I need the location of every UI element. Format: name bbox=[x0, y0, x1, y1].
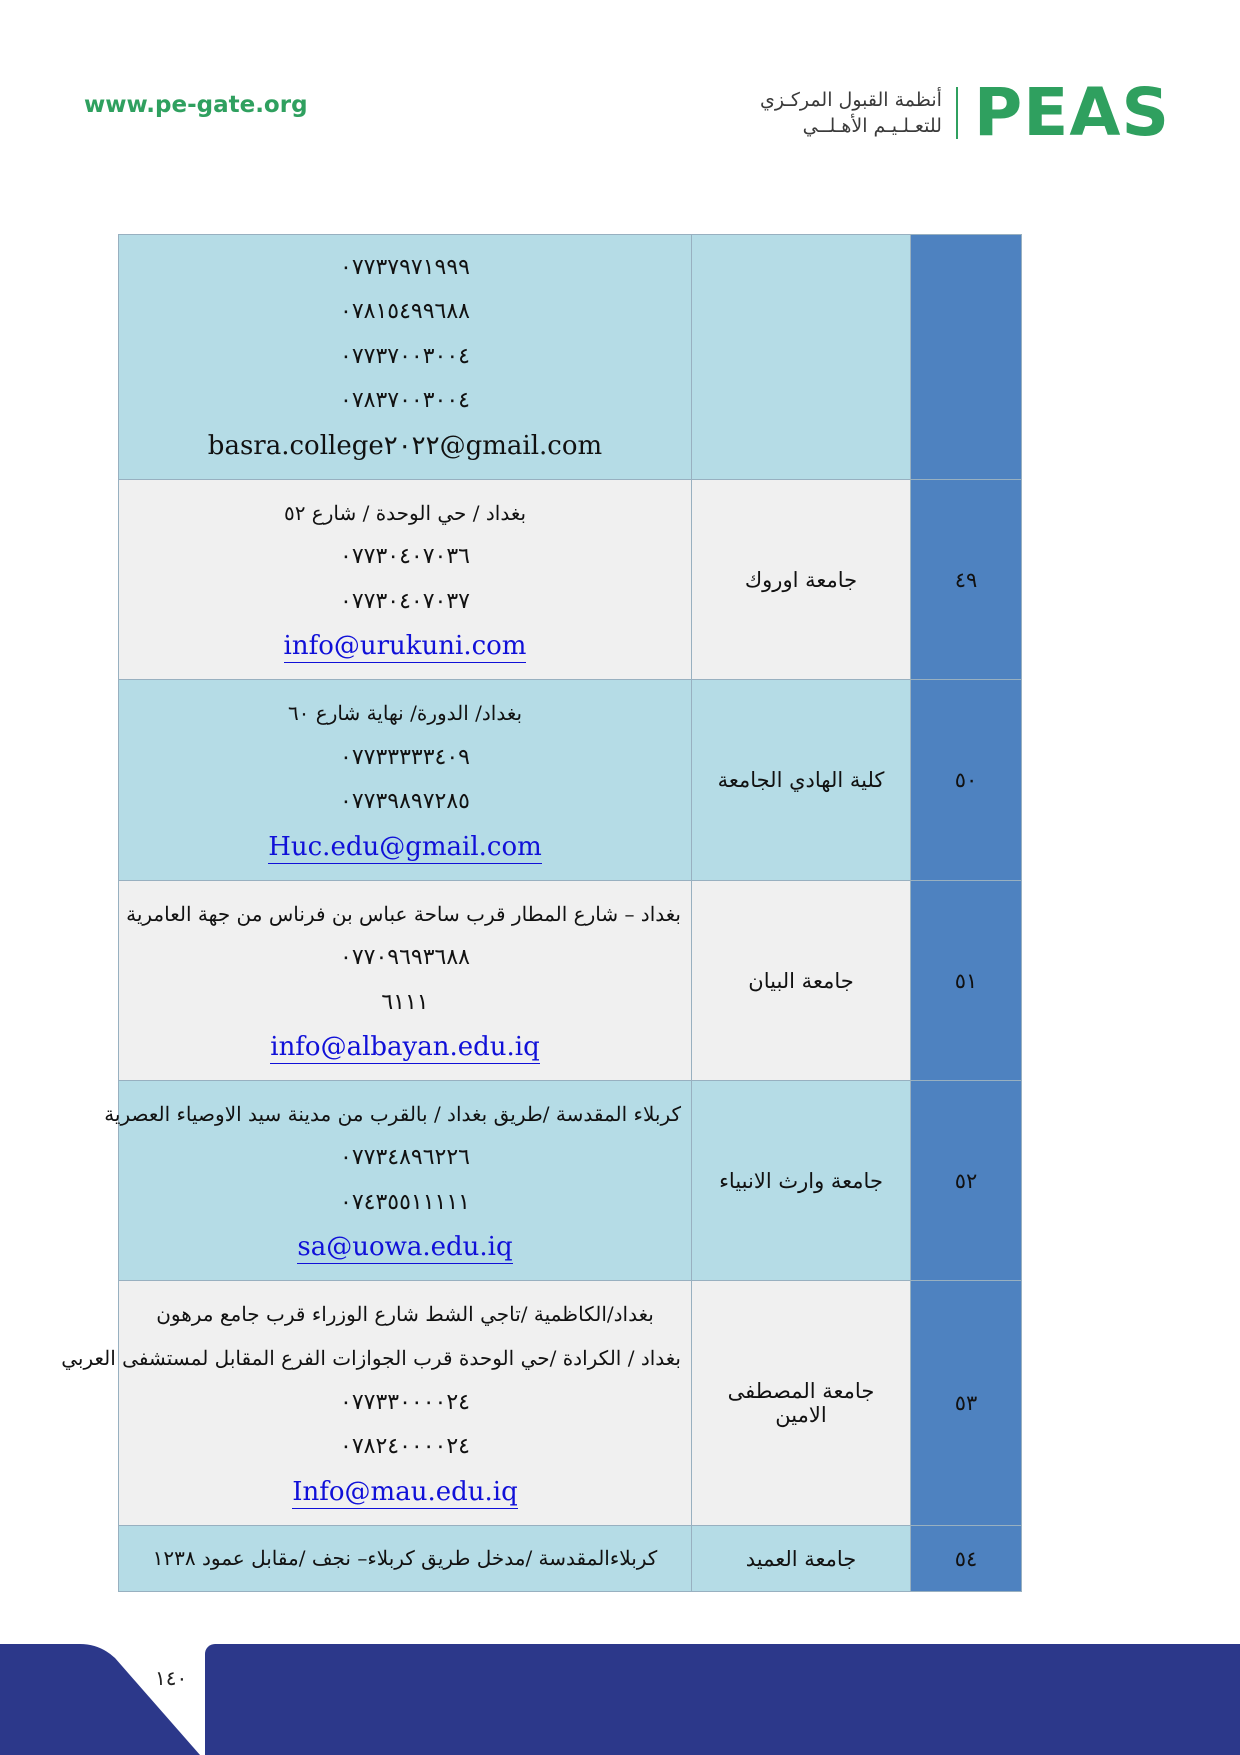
table-row bbox=[119, 881, 1022, 1081]
phone-number: ٠٧٨١٥٤٩٩٦٨٨ bbox=[340, 299, 470, 325]
email-line bbox=[129, 624, 681, 669]
brand-divider bbox=[956, 87, 958, 139]
email-address[interactable]: info@albayan.edu.iq bbox=[270, 1032, 540, 1062]
contact-info bbox=[61, 1281, 692, 1526]
phone-number: ٠٧٧٣٧٩٧١٩٩٩ bbox=[340, 254, 470, 280]
brand-line-2: للتعـلـيـم الأهـلــي bbox=[802, 115, 942, 137]
contact-info bbox=[119, 480, 692, 680]
email-address[interactable]: info@urukuni.com bbox=[283, 631, 527, 661]
address: بغداد/الكاظمية /تاجي الشط شارع الوزراء قرب جامع مرهون bbox=[156, 1301, 654, 1326]
email-address[interactable]: Info@mau.edu.iq bbox=[292, 1476, 518, 1507]
peas-logo: PEAS bbox=[973, 74, 1170, 151]
phone-number: ٠٧٧٣٩٨٩٧٢٨٥ bbox=[340, 789, 470, 814]
row-number: ٥٣ bbox=[911, 1281, 1022, 1526]
row-number: ٥٤ bbox=[911, 1526, 1022, 1592]
university-name: جامعة المصطفى الامين bbox=[692, 1281, 911, 1526]
site-url[interactable]: www.pe-gate.org bbox=[84, 92, 308, 118]
row-number: ٥٢ bbox=[911, 1081, 1022, 1281]
university-name bbox=[692, 235, 911, 480]
row-number: ٤٩ bbox=[911, 480, 1022, 680]
address: كربلاءالمقدسة /مدخل طريق كربلاء– نجف /مقابل عمود ١٢٣٨ bbox=[152, 1546, 658, 1571]
table-row bbox=[119, 480, 1022, 680]
table-row bbox=[119, 1526, 1022, 1592]
email-address[interactable]: sa@uowa.edu.iq bbox=[297, 1232, 513, 1262]
phone-number: ٠٧٨٣٧٠٠٣٠٠٤ bbox=[340, 388, 470, 414]
contact-info bbox=[119, 1526, 692, 1592]
universities-table bbox=[61, 234, 1022, 1592]
email-line bbox=[129, 825, 681, 870]
email-line bbox=[129, 1470, 681, 1515]
university-name: جامعة اوروك bbox=[692, 480, 911, 680]
email-line bbox=[129, 424, 681, 469]
page-number: ١٤٠ bbox=[155, 1666, 188, 1690]
address: بغداد – شارع المطار قرب ساحة عباس بن فرناس من جهة العامرية bbox=[126, 901, 681, 926]
address: بغداد / الكرادة /حي الوحدة قرب الجوازات الفرع المقابل لمستشفى العربي bbox=[61, 1346, 681, 1371]
email-line bbox=[129, 1225, 681, 1270]
phone-number: ٠٧٧٣٧٠٠٣٠٠٤ bbox=[340, 343, 470, 369]
contact-info bbox=[119, 881, 692, 1081]
table-row bbox=[119, 1281, 1022, 1526]
table-row bbox=[119, 235, 1022, 480]
footer-bar bbox=[205, 1644, 1240, 1755]
phone-number: ٠٧٧٣٠٤٠٧٠٣٦ bbox=[340, 544, 470, 569]
row-number: ٥١ bbox=[911, 881, 1022, 1081]
brand-header bbox=[759, 74, 1170, 151]
table-row bbox=[119, 680, 1022, 881]
university-name: جامعة البيان bbox=[692, 881, 911, 1081]
address: بغداد/ الدورة/ نهاية شارع ٦٠ bbox=[287, 701, 523, 725]
email-address: basra.college٢٠٢٢@gmail.com bbox=[207, 430, 603, 461]
email-address[interactable]: Huc.edu@gmail.com bbox=[268, 831, 542, 862]
email-line bbox=[129, 1025, 681, 1070]
brand-line-1: أنظمة القبول المركـزي bbox=[759, 89, 942, 111]
contact-info bbox=[119, 235, 692, 480]
phone-number: ٠٧٧٣٣٠٠٠٠٢٤ bbox=[340, 1389, 470, 1415]
phone-number: ٠٧٧٣٣٣٣٣٤٠٩ bbox=[340, 744, 470, 770]
footer-corner-tab bbox=[0, 1644, 200, 1755]
address: كربلاء المقدسة /طريق بغداد / بالقرب من مدينة سيد الاوصياء العصرية bbox=[104, 1101, 681, 1126]
contact-info bbox=[104, 1081, 692, 1281]
row-number bbox=[911, 235, 1022, 480]
university-name: كلية الهادي الجامعة bbox=[692, 680, 911, 881]
university-name: جامعة العميد bbox=[692, 1526, 911, 1592]
contact-info bbox=[119, 680, 692, 881]
table-row bbox=[119, 1081, 1022, 1281]
brand-text bbox=[760, 87, 942, 139]
university-name: جامعة وارث الانبياء bbox=[692, 1081, 911, 1281]
address: بغداد / حي الوحدة / شارع ٥٢ bbox=[283, 500, 527, 525]
row-number: ٥٠ bbox=[911, 680, 1022, 881]
phone-number: ٦١١١ bbox=[381, 989, 429, 1015]
phone-number: ٠٧٧٣٤٨٩٦٢٢٦ bbox=[340, 1145, 470, 1170]
phone-number: ٠٧٧٠٩٦٩٣٦٨٨ bbox=[340, 945, 470, 970]
phone-number: ٠٧٤٣٥٥١١١١١ bbox=[340, 1189, 470, 1215]
phone-number: ٠٧٨٢٤٠٠٠٠٢٤ bbox=[340, 1434, 470, 1460]
phone-number: ٠٧٧٣٠٤٠٧٠٣٧ bbox=[340, 588, 470, 614]
